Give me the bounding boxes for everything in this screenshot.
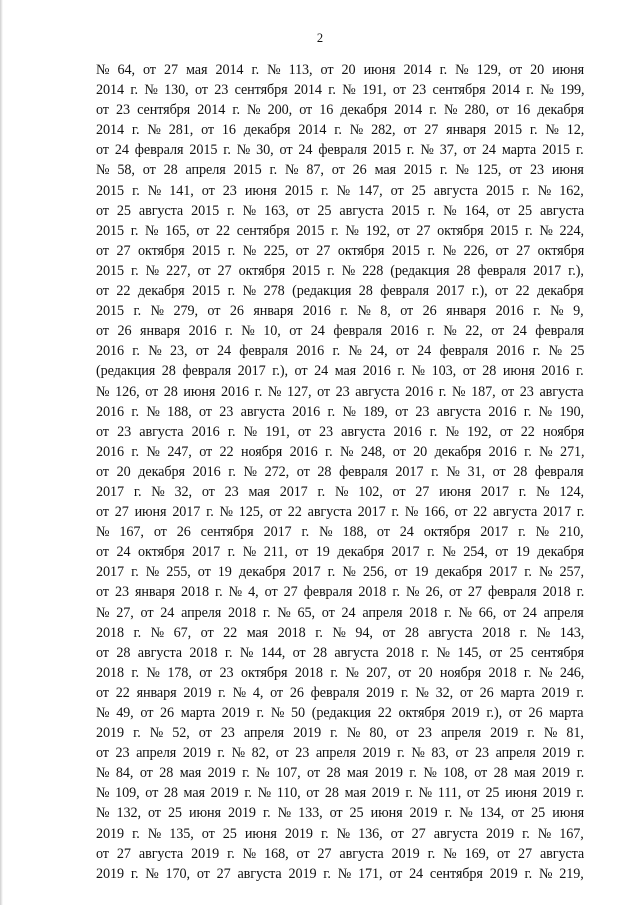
text-line: 2016 г. № 247, от 22 ноября 2016 г. № 248, от 20 декабря 2016 г. № 271, <box>96 443 585 460</box>
text-line: 2015 г. № 141, от 23 июня 2015 г. № 147, от 25 августа 2015 г. № 162, <box>96 182 584 199</box>
text-line: № 64, от 27 мая 2014 г. № 113, от 20 июня 2014 г. № 129, от 20 июня <box>96 62 585 78</box>
text-line: 2014 г. № 281, от 16 декабря 2014 г. № 282, от 27 января 2015 г. № 12, <box>96 122 585 139</box>
text-line: 2016 г. № 23, от 24 февраля 2016 г. № 24, от 24 февраля 2016 г. № 25 <box>96 343 585 360</box>
text-line: от 23 сентября 2014 г. № 200, от 16 декабря 2014 г. № 280, от 16 декабря <box>96 102 584 119</box>
document-body <box>96 60 584 884</box>
page-number: 2 <box>316 31 324 45</box>
text-line: 2016 г. № 188, от 23 августа 2016 г. № 189, от 23 августа 2016 г. № 190, <box>96 403 584 420</box>
text-line: 2018 г. № 178, от 23 октября 2018 г. № 207, от 20 ноября 2018 г. № 246, <box>96 664 585 681</box>
text-line: от 27 августа 2019 г. № 168, от 27 августа 2019 г. № 169, от 27 августа <box>96 845 585 862</box>
text-line: № 167, от 26 сентября 2017 г. № 188, от 24 октября 2017 г. № 210, <box>96 524 584 541</box>
text-line: от 20 декабря 2016 г. № 272, от 28 февраля 2017 г. № 31, от 28 февраля <box>96 463 584 480</box>
text-line: 2014 г. № 130, от 23 сентября 2014 г. № 191, от 23 сентября 2014 г. № 199, <box>96 82 585 99</box>
text-line: № 58, от 28 апреля 2015 г. № 87, от 26 мая 2015 г. № 125, от 23 июня <box>96 162 584 179</box>
text-line: 2015 г. № 279, от 26 января 2016 г. № 8, от 26 января 2016 г. № 9, <box>96 303 584 320</box>
text-line: от 22 января 2019 г. № 4, от 26 февраля 2019 г. № 32, от 26 марта 2019 г. <box>96 684 584 701</box>
text-line: от 24 октября 2017 г. № 211, от 19 декабря 2017 г. № 254, от 19 декабря <box>96 544 584 561</box>
text-line: от 27 июня 2017 г. № 125, от 22 августа 2017 г. № 166, от 22 августа 2017 г. <box>96 504 585 521</box>
text-line: № 126, от 28 июня 2016 г. № 127, от 23 августа 2016 г. № 187, от 23 августа <box>96 383 584 400</box>
text-line: от 23 января 2018 г. № 4, от 27 февраля 2018 г. № 26, от 27 февраля 2018 г. <box>96 584 585 601</box>
text-line: № 27, от 24 апреля 2018 г. № 65, от 24 апреля 2018 г. № 66, от 24 апреля <box>96 604 584 621</box>
text-line: (редакция 28 февраля 2017 г.), от 24 мая 2016 г. № 103, от 28 июня 2016 г. <box>96 363 584 380</box>
text-line: № 109, от 28 мая 2019 г. № 110, от 28 мая 2019 г. № 111, от 25 июня 2019 г. <box>96 785 584 802</box>
text-line: от 23 августа 2016 г. № 191, от 23 августа 2016 г. № 192, от 22 ноября <box>96 423 585 440</box>
text-line: от 25 августа 2015 г. № 163, от 25 августа 2015 г. № 164, от 25 августа <box>96 202 585 219</box>
text-line: 2017 г. № 255, от 19 декабря 2017 г. № 256, от 19 декабря 2017 г. № 257, <box>96 564 584 581</box>
text-line: 2019 г. № 52, от 23 апреля 2019 г. № 80, от 23 апреля 2019 г. № 81, <box>96 725 584 742</box>
text-line: от 28 августа 2018 г. № 144, от 28 августа 2018 г. № 145, от 25 сентября <box>96 644 584 661</box>
text-line: № 132, от 25 июня 2019 г. № 133, от 25 июня 2019 г. № 134, от 25 июня <box>96 805 585 822</box>
text-line: 2015 г. № 227, от 27 октября 2015 г. № 228 (редакция 28 февраля 2017 г.), <box>96 262 584 279</box>
text-line: от 27 октября 2015 г. № 225, от 27 октября 2015 г. № 226, от 27 октября <box>96 242 585 259</box>
text-line: № 84, от 28 мая 2019 г. № 107, от 28 мая 2019 г. № 108, от 28 мая 2019 г. <box>96 765 585 782</box>
text-line: 2017 г. № 32, от 23 мая 2017 г. № 102, от 27 июня 2017 г. № 124, <box>96 483 584 500</box>
text-line: 2015 г. № 165, от 22 сентября 2015 г. № 192, от 27 октября 2015 г. № 224, <box>96 222 584 239</box>
text-line: 2019 г. № 170, от 27 августа 2019 г. № 171, от 24 сентября 2019 г. № 219, <box>96 865 584 882</box>
text-line: 2018 г. № 67, от 22 мая 2018 г. № 94, от 28 августа 2018 г. № 143, <box>96 624 585 641</box>
text-line: № 49, от 26 марта 2019 г. № 50 (редакция 22 октября 2019 г.), от 26 марта <box>96 705 584 721</box>
text-line: 2019 г. № 135, от 25 июня 2019 г. № 136, от 27 августа 2019 г. № 167, <box>96 825 584 842</box>
text-line: от 24 февраля 2015 г. № 30, от 24 февраля 2015 г. № 37, от 24 марта 2015 г. <box>96 142 584 159</box>
text-line: от 22 декабря 2015 г. № 278 (редакция 28 февраля 2017 г.), от 22 декабря <box>96 283 584 300</box>
text-line: от 23 апреля 2019 г. № 82, от 23 апреля 2019 г. № 83, от 23 апреля 2019 г. <box>96 745 585 762</box>
scan-edge-shadow <box>0 0 3 905</box>
text-line: от 26 января 2016 г. № 10, от 24 февраля 2016 г. № 22, от 24 февраля <box>96 323 584 340</box>
